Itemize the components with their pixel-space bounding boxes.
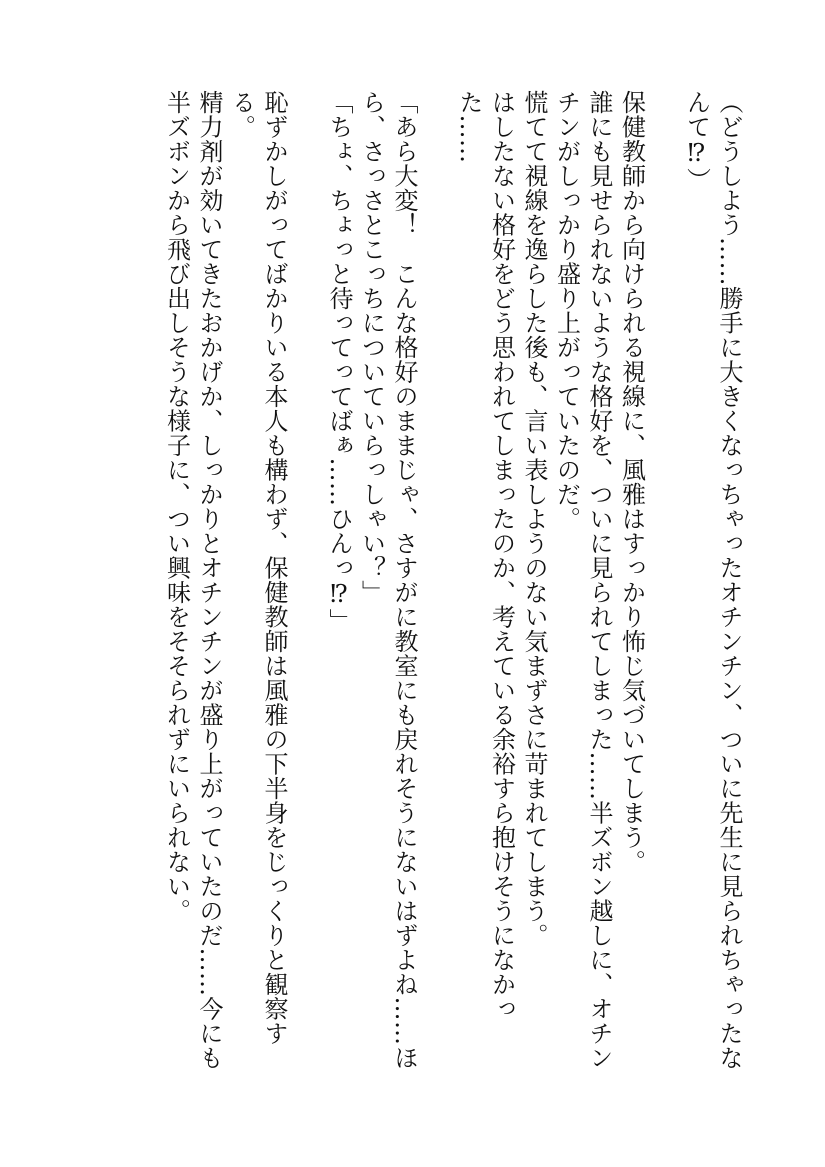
dialogue-line-2: 「ちょ、ちょっと待ってってばぁ……ひんっ⁉︎」	[325, 90, 353, 633]
narration-paragraph-2: 誰にも見せられないような格好を、ついに見られてしまった……半ズボン越しに、オチンチンがしっかり盛り上がっていたのだ。	[552, 90, 613, 1070]
narration-paragraph-5: 恥ずかしがってばかりいる本人も構わず、保健教師は風雅の下半身をじっくりと観察する。	[227, 90, 288, 1046]
paragraph-spacer	[648, 90, 681, 1090]
paragraph-spacer	[290, 90, 323, 1090]
dialogue-line-1: 「あら大変！ こんな格好のままじゃ、さすがに教室にも戻れそうにないはずよね……ほら、さっさとこっちについていらっしゃい？」	[357, 90, 418, 1070]
narration-paragraph-3: 慌てて視線を逸らした後も、言い表しようのない気まずさに苛まれてしまう。	[520, 90, 548, 948]
narration-paragraph-6: 精力剤が効いてきたおかげか、しっかりとオチンチンが盛り上がっていたのだ……今にも半ズボンから飛び出しそうな様子に、つい興味をそそられずにいられない。	[162, 90, 223, 1070]
narration-paragraph-4: はしたない格好をどう思われてしまったのか、考えている余裕すら抱けそうになかった……	[455, 90, 516, 1021]
dialogue-thought-1: （どうしよう……勝手に大きくなっちゃったオチンチン、ついに先生に見られちゃったなんて⁉︎）	[682, 90, 743, 1070]
vertical-text-body	[160, 90, 745, 1090]
paragraph-spacer	[420, 90, 453, 1090]
narration-paragraph-1: 保健教師から向けられる視線に、風雅はすっかり怖じ気づいてしまう。	[617, 90, 646, 874]
